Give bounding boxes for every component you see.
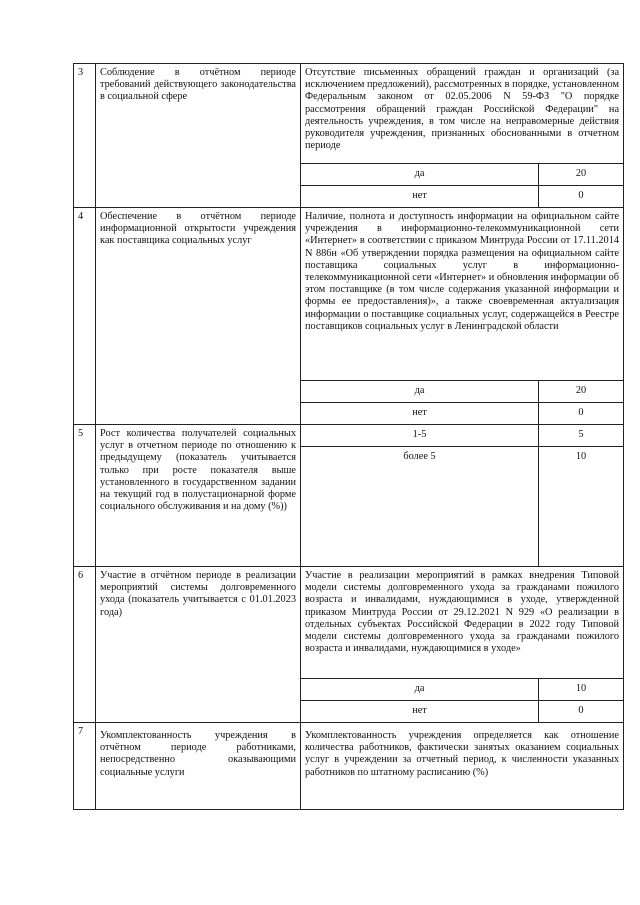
option-label: да (301, 679, 539, 701)
option-label: нет (301, 403, 539, 425)
table-row (74, 567, 624, 679)
table-row (74, 64, 624, 164)
criterion-name: Обеспечение в отчётном периоде информационной открытости учреждения как поставщика социальных услуг (96, 208, 301, 425)
option-score: 5 (539, 425, 624, 447)
option-label: нет (301, 186, 539, 208)
row-number: 5 (74, 425, 96, 567)
option-label: более 5 (301, 447, 539, 567)
option-label: да (301, 381, 539, 403)
criterion-description: Укомплектованность учреждения определяется как отношение количества работников, фактически занятых оказанием социальных услуг в учреждении за отчетный период, к численности указанных работников по штатному расписанию (%) (301, 723, 624, 810)
option-score: 0 (539, 403, 624, 425)
criterion-name: Участие в отчётном периоде в реализации мероприятий системы долговременного ухода (показатель учитывается с 01.01.2023 года) (96, 567, 301, 723)
criterion-name: Соблюдение в отчётном периоде требований действующего законодательства в социальной сфере (96, 64, 301, 208)
option-score: 0 (539, 701, 624, 723)
option-score: 10 (539, 679, 624, 701)
criterion-description: Отсутствие письменных обращений граждан и организаций (за исключением предложений), рассмотренных в порядке, установленном Федеральным законом от 02.05.2006 N 59-ФЗ "О порядке рассмотрения обращений граждан Российской Федерации" на деятельность учреждения, в том числе на неправомерные действия руководителя учреждения, признанных обоснованными в отчетном периоде (301, 64, 624, 164)
row-number: 7 (74, 723, 96, 810)
row-number: 3 (74, 64, 96, 208)
option-score: 0 (539, 186, 624, 208)
option-label: нет (301, 701, 539, 723)
criterion-name: Укомплектованность учреждения в отчётном периоде работниками, непосредственно оказывающими социальные услуги (96, 723, 301, 810)
table-row (74, 723, 624, 810)
option-label: да (301, 164, 539, 186)
option-score: 10 (539, 447, 624, 567)
row-number: 6 (74, 567, 96, 723)
option-score: 20 (539, 164, 624, 186)
table-row (74, 208, 624, 381)
option-label: 1-5 (301, 425, 539, 447)
row-number: 4 (74, 208, 96, 425)
criterion-description: Наличие, полнота и доступность информации на официальном сайте учреждения в информационно-телекоммуникационной сети «Интернет» в соответствии с приказом Минтруда России от 17.11.2014 N 886н «Об утверждении порядка размещения на официальном сайте поставщика социальных услуг в информационно-телекоммуникационной сети «Интернет» и обновления информации об этом поставщике (в том числе содержания указанной информации и формы ее предоставления)», а также своевременная актуализация информации о поставщике социальных услуг, содержащейся в Реестре поставщиков социальных услуг в Ленинградской области (301, 208, 624, 381)
criterion-description: Участие в реализации мероприятий в рамках внедрения Типовой модели системы долговременного ухода за гражданами пожилого возраста и инвалидами, нуждающимися в уходе, утвержденной приказом Минтруда России от 29.12.2021 N 929 «О реализации в отдельных субъектах Российской Федерации в 2022 году Типовой модели системы долговременного ухода за гражданами пожилого возраста и инвалидами, нуждающимися в уходе» (301, 567, 624, 679)
criteria-table (73, 63, 624, 810)
table-row (74, 425, 624, 447)
criterion-name: Рост количества получателей социальных услуг в отчетном периоде по отношению к предыдущему (показатель учитывается только при росте показателя выше установленного в государственном задании на текущий год в полустационарной форме социального обслуживания и на дому (%)) (96, 425, 301, 567)
option-score: 20 (539, 381, 624, 403)
